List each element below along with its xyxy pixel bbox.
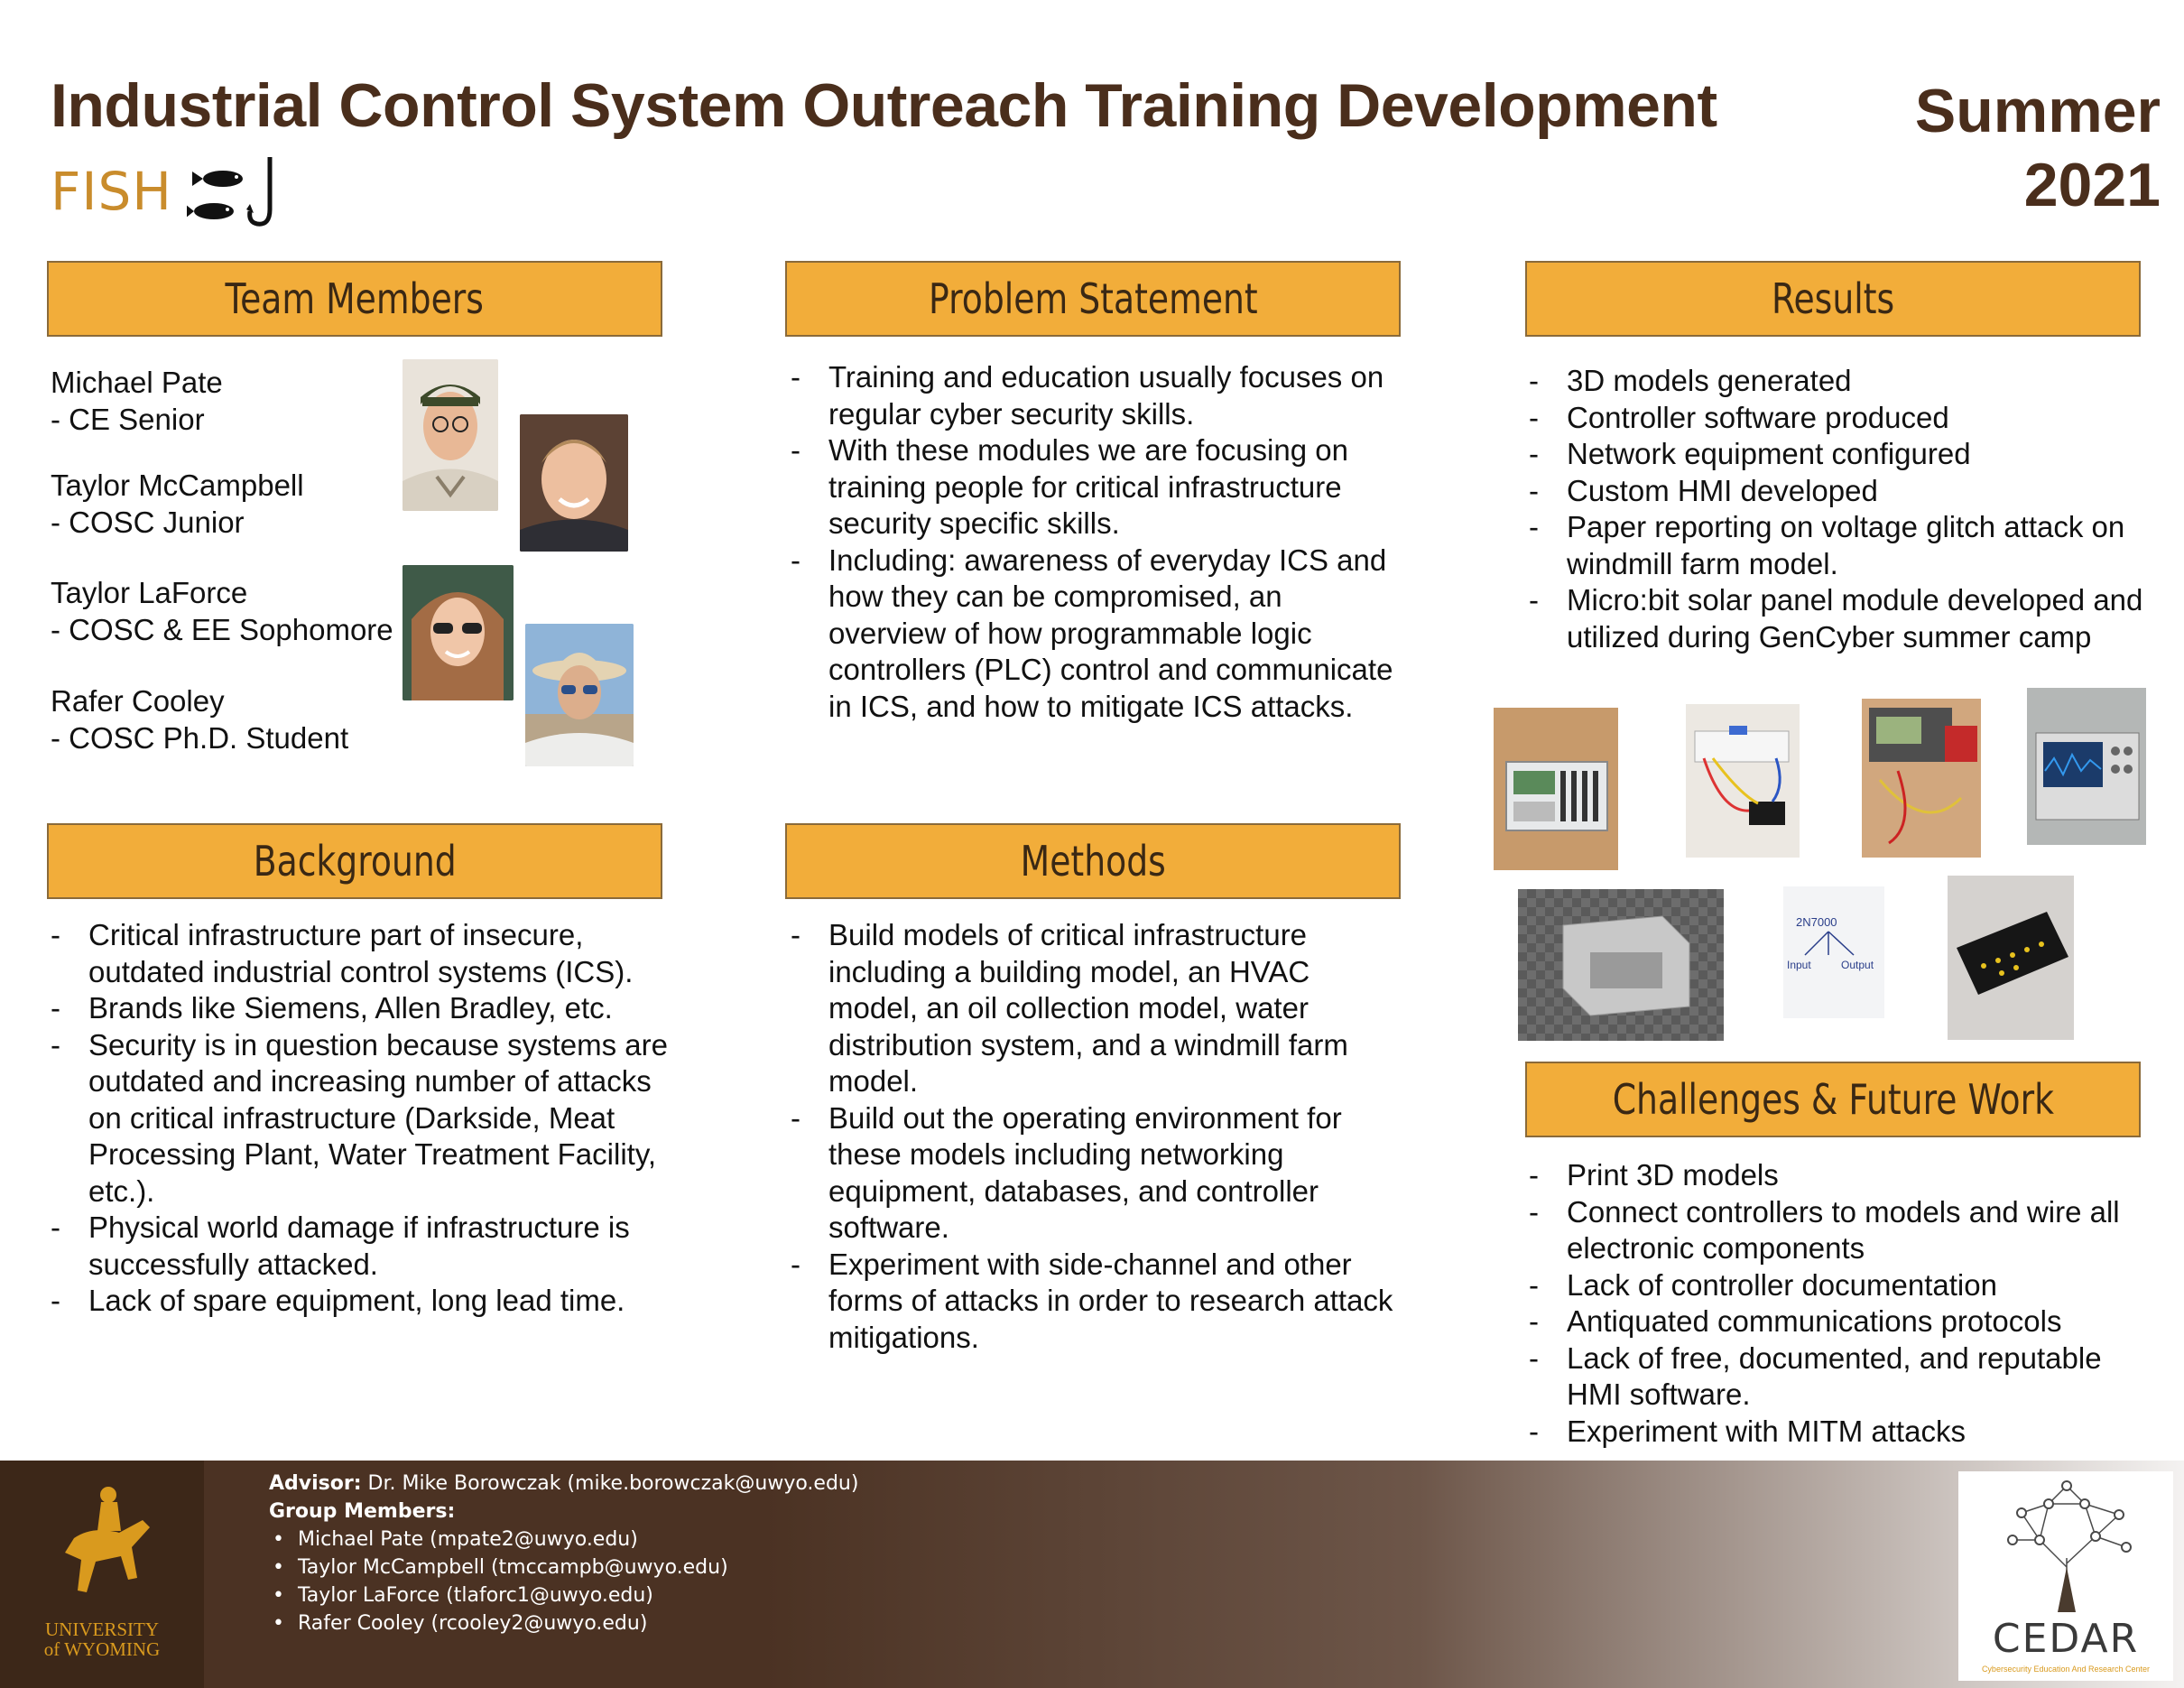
list-item: - Including: awareness of everyday ICS and how they can be compromised, an overview of how programmable logic controllers (PLC) control and communicate in ICS, and how to mitigate ICS attacks. xyxy=(791,543,1404,726)
list-item: • Taylor McCampbell (tmccampb@uwyo.edu) xyxy=(269,1554,858,1581)
advisor-label: Advisor: xyxy=(269,1472,362,1495)
list-item: - Physical world damage if infrastructure is successfully attacked. xyxy=(51,1210,682,1283)
season-term: Summer xyxy=(1914,77,2161,145)
university-line2: of WYOMING xyxy=(43,1638,161,1660)
background-list xyxy=(51,917,682,1320)
list-item: - Lack of controller documentation xyxy=(1529,1267,2161,1304)
photo-3d-model-render xyxy=(1518,889,1724,1041)
list-item: • Michael Pate (mpate2@uwyo.edu) xyxy=(269,1526,858,1554)
member-name: Taylor McCampbell xyxy=(51,468,304,502)
cedar-logo xyxy=(1958,1471,2173,1681)
member-name: Michael Pate xyxy=(51,366,223,399)
list-item: - Connect controllers to models and wire all electronic components xyxy=(1529,1194,2161,1267)
member-michael xyxy=(51,364,223,438)
university-logo xyxy=(0,1461,204,1688)
list-item: - Lack of free, documented, and reputable HMI software. xyxy=(1529,1340,2161,1414)
network-tree-icon xyxy=(1994,1477,2139,1612)
member-role: - CE Senior xyxy=(51,403,205,436)
list-item: - Paper reporting on voltage glitch attack on windmill farm model. xyxy=(1529,509,2161,582)
member-rafer xyxy=(51,682,348,756)
group-label: Group Members: xyxy=(269,1500,456,1523)
list-item: - Training and education usually focuses on regular cyber security skills. xyxy=(791,359,1404,432)
sketch-input-label: Input xyxy=(1787,959,1811,971)
challenges-heading: Challenges & Future Work xyxy=(1525,1062,2141,1137)
list-item: - Experiment with side-channel and other forms of attacks in order to research attack mitigations. xyxy=(791,1247,1404,1357)
list-item: • Rafer Cooley (rcooley2@uwyo.edu) xyxy=(269,1609,858,1637)
results-heading: Results xyxy=(1525,261,2141,337)
problem-statement-heading: Problem Statement xyxy=(785,261,1401,337)
poster-title: Industrial Control System Outreach Training Development xyxy=(51,71,1717,140)
background-heading: Background xyxy=(47,823,662,899)
list-item: - Print 3D models xyxy=(1529,1157,2161,1194)
list-item: - Build out the operating environment for these models including networking equipment, databases, and controller software. xyxy=(791,1100,1404,1247)
photo-circuit-sketch xyxy=(1783,886,1884,1018)
team-members-heading: Team Members xyxy=(47,261,662,337)
photo-breadboard-circuit xyxy=(1686,704,1800,858)
team-name: FISH xyxy=(51,161,172,222)
list-item: - Brands like Siemens, Allen Bradley, etc. xyxy=(51,990,682,1027)
photo-taylor-mccampbell xyxy=(520,414,628,552)
photo-michael-pate xyxy=(403,359,498,511)
photo-taylor-laforce xyxy=(403,565,514,700)
list-item: - 3D models generated xyxy=(1529,363,2161,400)
season-year: 2021 xyxy=(2023,151,2161,219)
photo-rafer-cooley xyxy=(525,624,634,766)
list-item: - Security is in question because systems are outdated and increasing number of attacks on critical infrastructure (Darkside, Meat Processing Plant, Water Treatment Facility, etc.). xyxy=(51,1027,682,1210)
list-item: - Controller software produced xyxy=(1529,400,2161,437)
results-list xyxy=(1529,363,2161,655)
member-role: - COSC Junior xyxy=(51,505,245,539)
footer-contacts xyxy=(269,1470,858,1637)
member-taylor-mccampbell xyxy=(51,467,304,541)
methods-heading: Methods xyxy=(785,823,1401,899)
fish-hook-icon xyxy=(187,153,286,229)
member-name: Rafer Cooley xyxy=(51,684,225,718)
team-logo xyxy=(51,153,286,229)
list-item: - Network equipment configured xyxy=(1529,436,2161,473)
university-line1: UNIVERSITY xyxy=(45,1618,159,1640)
university-wordmark xyxy=(0,1619,204,1659)
list-item: - Build models of critical infrastructure including a building model, an HVAC model, an oil collection model, water distribution system, and a windmill farm model. xyxy=(791,917,1404,1100)
photo-oscilloscope xyxy=(2027,688,2146,845)
challenges-list xyxy=(1529,1157,2161,1450)
photo-microbit-board xyxy=(1948,876,2074,1040)
member-name: Taylor LaForce xyxy=(51,576,248,609)
cedar-subtitle: Cybersecurity Education And Research Center xyxy=(1981,1665,2151,1674)
member-taylor-laforce xyxy=(51,574,393,648)
methods-list xyxy=(791,917,1404,1356)
member-role: - COSC & EE Sophomore xyxy=(51,613,393,646)
list-item: - With these modules we are focusing on training people for critical infrastructure security specific skills. xyxy=(791,432,1404,543)
cedar-wordmark: CEDAR xyxy=(1992,1616,2140,1662)
member-role: - COSC Ph.D. Student xyxy=(51,721,349,755)
list-item: - Lack of spare equipment, long lead time. xyxy=(51,1283,682,1320)
sketch-label: 2N7000 xyxy=(1796,915,1837,929)
photo-test-bench xyxy=(1862,699,1981,858)
problem-list xyxy=(791,359,1404,725)
list-item: - Antiquated communications protocols xyxy=(1529,1303,2161,1340)
list-item: • Taylor LaForce (tlaforc1@uwyo.edu) xyxy=(269,1581,858,1609)
advisor-value: Dr. Mike Borowczak (mike.borowczak@uwyo.edu) xyxy=(361,1472,859,1495)
sketch-output-label: Output xyxy=(1841,959,1874,971)
list-item: - Custom HMI developed xyxy=(1529,473,2161,510)
season-label xyxy=(1915,74,2161,222)
list-item: - Experiment with MITM attacks xyxy=(1529,1414,2161,1451)
photo-plc-controller xyxy=(1494,708,1618,870)
list-item: - Critical infrastructure part of insecure, outdated industrial control systems (ICS). xyxy=(51,917,682,990)
bucking-horse-icon xyxy=(56,1484,153,1610)
footer-bar xyxy=(0,1461,2184,1688)
list-item: - Micro:bit solar panel module developed and utilized during GenCyber summer camp xyxy=(1529,582,2161,655)
